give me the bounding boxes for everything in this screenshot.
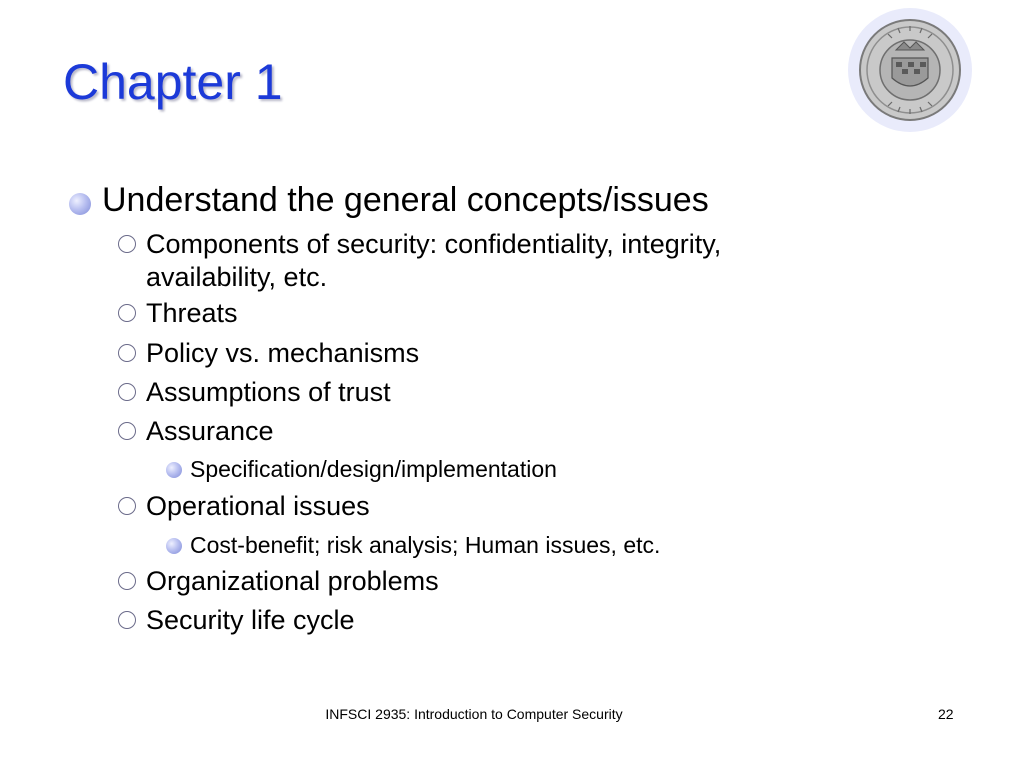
ring-bullet-icon bbox=[118, 497, 136, 515]
slide-footer: INFSCI 2935: Introduction to Computer Security bbox=[325, 706, 623, 722]
page-number: 22 bbox=[938, 706, 954, 722]
ring-bullet-icon bbox=[118, 422, 136, 440]
sub-item-text: Organizational problems bbox=[146, 566, 439, 596]
ring-bullet-icon bbox=[118, 235, 136, 253]
ring-bullet-icon bbox=[118, 572, 136, 590]
sub-item-line: Components of security: confidentiality, integrity, bbox=[146, 229, 722, 259]
sub-item-text: Assurance bbox=[146, 416, 274, 446]
main-bullet-text: Understand the general concepts/issues bbox=[102, 181, 709, 219]
ring-bullet-icon bbox=[118, 611, 136, 629]
sub-item-text: Security life cycle bbox=[146, 605, 355, 635]
ring-bullet-icon bbox=[118, 383, 136, 401]
sub-sub-item-text: Cost-benefit; risk analysis; Human issues, etc. bbox=[190, 532, 661, 558]
bullet-icon bbox=[69, 193, 91, 215]
bullet-icon bbox=[166, 538, 182, 554]
ring-bullet-icon bbox=[118, 304, 136, 322]
bullet-icon bbox=[166, 462, 182, 478]
sub-item-text: Operational issues bbox=[146, 491, 370, 521]
sub-item-line: availability, etc. bbox=[146, 262, 328, 292]
sub-item-text: Threats bbox=[146, 298, 238, 328]
university-seal-icon bbox=[848, 8, 972, 132]
ring-bullet-icon bbox=[118, 344, 136, 362]
sub-item-text: Assumptions of trust bbox=[146, 377, 391, 407]
slide-title: Chapter 1 bbox=[63, 54, 283, 110]
sub-sub-item-text: Specification/design/implementation bbox=[190, 456, 557, 482]
sub-item-text bbox=[146, 228, 721, 294]
sub-item-text: Policy vs. mechanisms bbox=[146, 338, 420, 368]
